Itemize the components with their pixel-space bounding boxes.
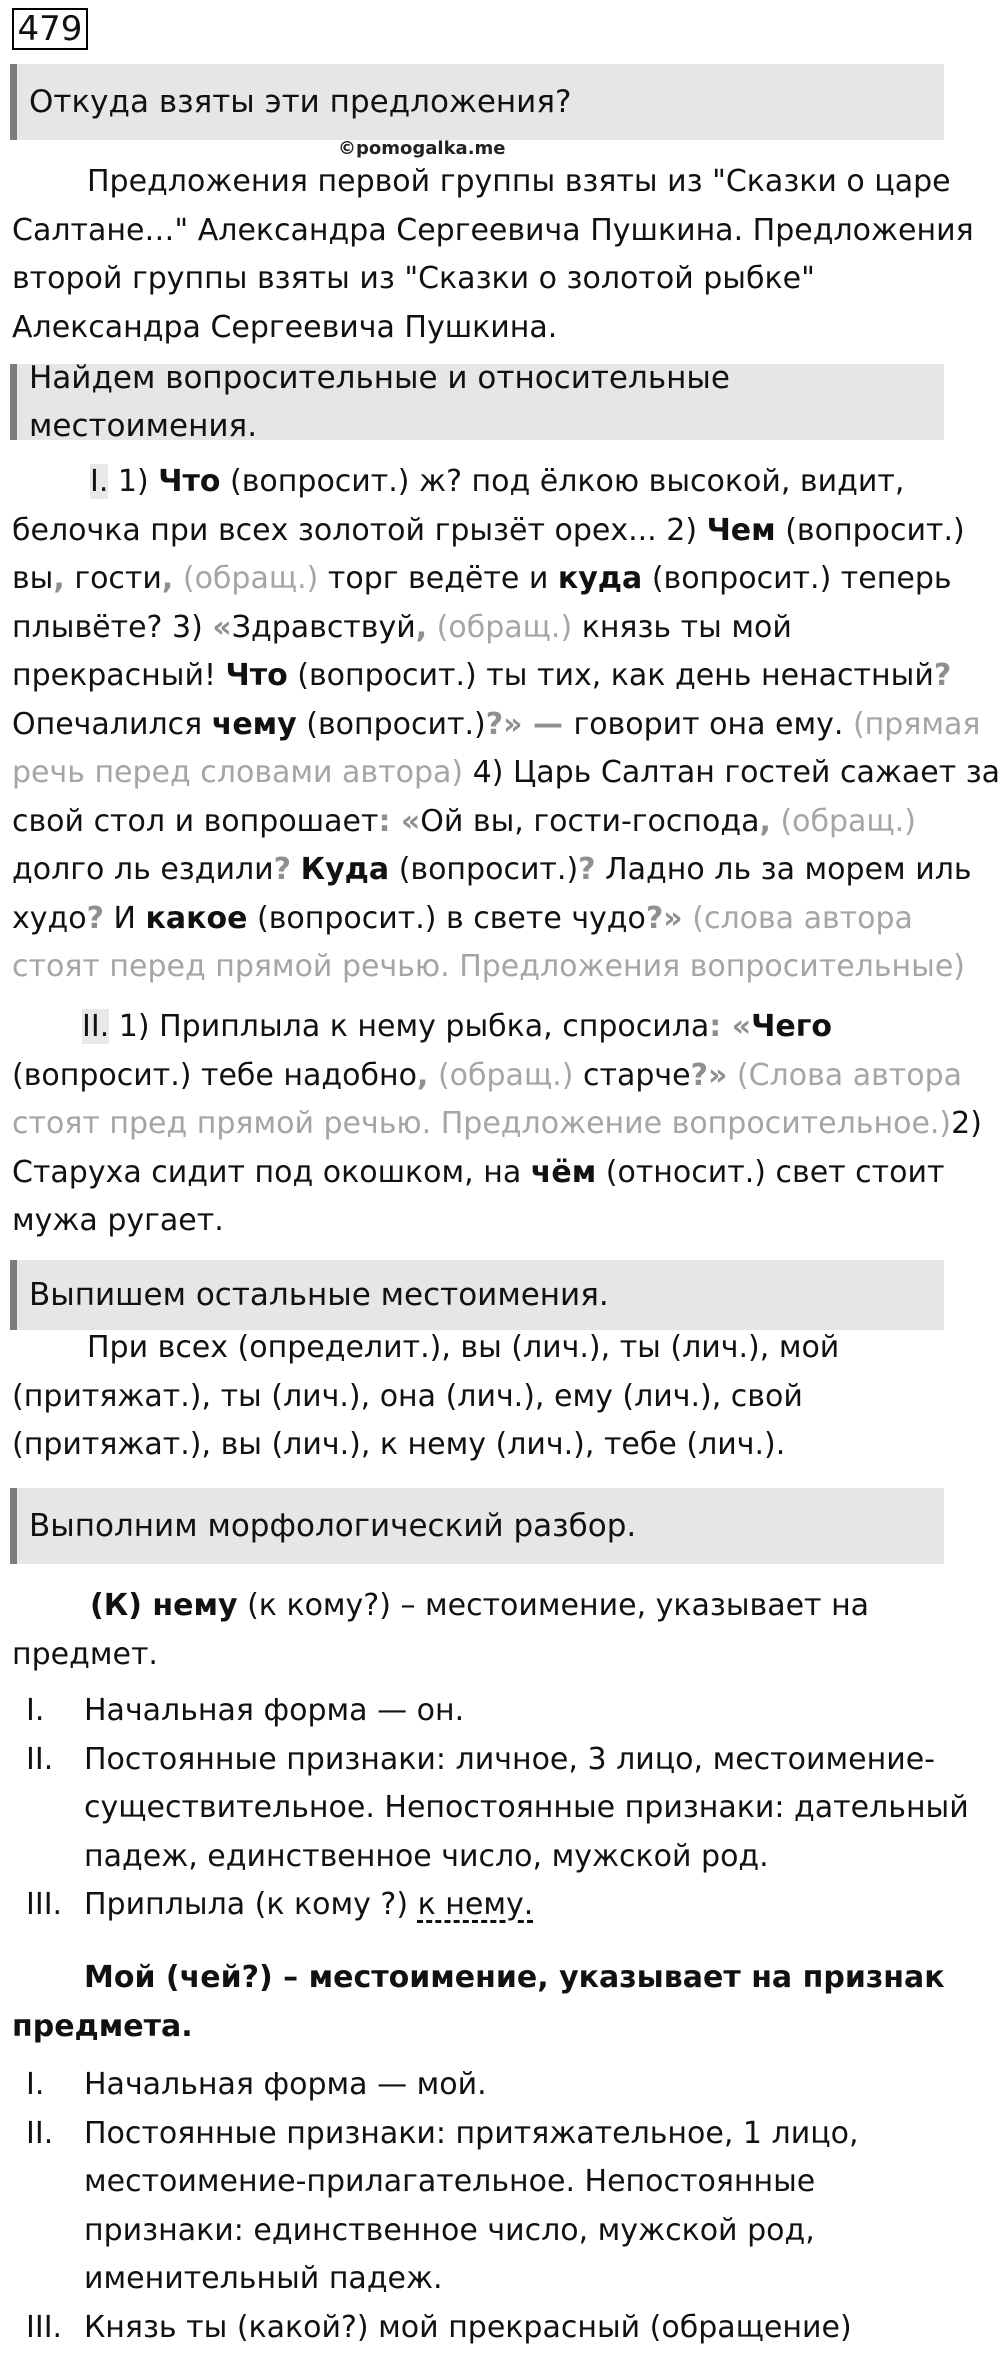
text-line: предмета. <box>12 2008 193 2044</box>
list-numeral: III. <box>26 1887 63 1922</box>
list-numeral: II. <box>26 1741 54 1777</box>
text-line: белочка при всех золотой грызёт орех... 2) Чем (вопросит.) <box>12 512 965 548</box>
text-line: мужа ругает. <box>12 1203 224 1238</box>
text-line: стоят пред прямой речью. Предложение вопросительное.)2) <box>12 1106 982 1141</box>
text-line: При всех (определит.), вы (лич.), ты (лич.), мой <box>87 1330 840 1365</box>
list-numeral: I. <box>26 1693 45 1728</box>
text-line: речь перед словами автора) 4) Царь Салтан гостей сажает за <box>12 755 1000 790</box>
group-one-sentences <box>12 458 1000 992</box>
list-item: I. Начальная форма — мой. <box>12 2061 952 2110</box>
watermark-text: ©pomogalka.me <box>338 138 506 159</box>
text-line: (вопросит.) тебе надобно, (обращ.) старче?» (Слова автора <box>12 1057 963 1093</box>
morph-word-moy <box>12 1954 952 2352</box>
list-item: I. Начальная форма — он. <box>12 1687 952 1736</box>
text-line: второй группы взяты из "Сказки о золотой рыбке" <box>12 261 815 296</box>
text-line: (К) нему (к кому?) – местоимение, указывает на <box>90 1588 870 1623</box>
text-line: худо? И какое (вопросит.) в свете чудо?» (слова автора <box>12 900 913 936</box>
text-line: Старуха сидит под окошком, на чём (относит.) свет стоит <box>12 1154 945 1190</box>
list-item: II. Постоянные признаки: личное, 3 лицо, местоимение- существительное. Непостоянные признаки: дательный падеж, единственное число, мужской род. <box>12 1736 952 1882</box>
section-header-other-pronouns: Выпишем остальные местоимения. <box>10 1260 944 1330</box>
text-line: Мой (чей?) – местоимение, указывает на признак <box>84 1960 945 1995</box>
morph-word-nemu <box>12 1582 969 1930</box>
section-header-pronouns: Найдем вопросительные и относительные местоимения. <box>10 364 944 440</box>
text-line: I. 1) Что (вопросит.) ж? под ёлкою высокой, видит, <box>90 464 905 499</box>
text-line: прекрасный! Что (вопросит.) ты тих, как день ненастный? <box>12 658 952 693</box>
underlined-phrase: к нему. <box>417 1887 534 1922</box>
task-number-box: 479 <box>12 8 88 50</box>
text-line: плывёте? 3) «Здравствуй, (обращ.) князь ты мой <box>12 609 792 645</box>
list-item: III. Приплыла (к кому ?) к нему. <box>12 1881 952 1930</box>
text-line: долго ль ездили? Куда (вопросит.)? Ладно ль за морем иль <box>12 852 972 887</box>
list-numeral: II. <box>26 2115 54 2151</box>
text-line: Салтане…" Александра Сергеевича Пушкина. Предложения <box>12 212 974 248</box>
list-numeral: I. <box>26 2067 45 2102</box>
text-line: предмет. <box>12 1636 158 1672</box>
text-line: (притяжат.), ты (лич.), она (лич.), ему (лич.), свой <box>12 1378 803 1414</box>
group-two-sentences <box>12 1003 982 1246</box>
section-header-source: Откуда взяты эти предложения? <box>10 64 944 140</box>
text-line: Александра Сергеевича Пушкина. <box>12 309 558 345</box>
list-item: II. Постоянные признаки: притяжательное, 1 лицо, местоимение-прилагательное. Непостоянные признаки: единственное число, мужской род, именительный падеж. <box>12 2110 952 2304</box>
text-line: II. 1) Приплыла к нему рыбка, спросила: «Чего <box>82 1009 832 1044</box>
text-line: стоят перед прямой речью. Предложения вопросительные) <box>12 949 965 984</box>
text-line: Предложения первой группы взяты из "Сказки о царе <box>87 164 951 199</box>
answer-source <box>12 158 974 352</box>
text-line: (притяжат.), вы (лич.), к нему (лич.), тебе (лич.). <box>12 1427 786 1462</box>
answer-other-pronouns <box>12 1324 952 1470</box>
text-line: Опечалился чему (вопросит.)?» — говорит она ему. (прямая <box>12 706 981 742</box>
text-line: свой стол и вопрошает: «Ой вы, гости-господа, (обращ.) <box>12 803 916 839</box>
section-header-morphology: Выполним морфологический разбор. <box>10 1488 944 1564</box>
text-line: вы, гости, (обращ.) торг ведёте и куда (вопросит.) теперь <box>12 561 952 596</box>
list-numeral: III. <box>26 2309 63 2345</box>
list-item: III. Князь ты (какой?) мой прекрасный (обращение) <box>12 2304 952 2353</box>
